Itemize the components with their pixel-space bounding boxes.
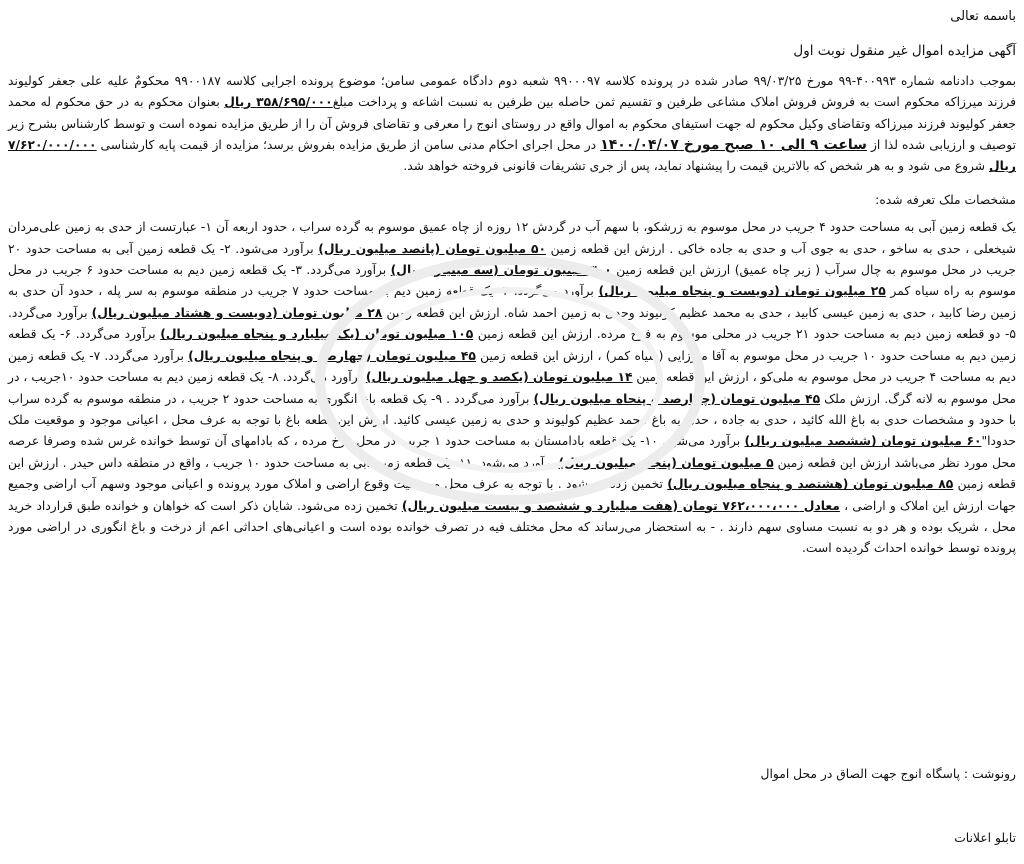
text-segment: برآورد می‌گردد. ۳- یک قطعه زمین دیم به مساحت حدود ۶ جریب در محل موسوم به راه سیاه کمر — [8, 263, 1016, 299]
text-segment: برآورد می‌گردد . ۹- یک قطعه باغ انگوری به مساحت حدود ۲ جریب ، در منطقه موسوم به گرده سراب با حدود و مشخصات حدی به باغ الله کائید ، حدی به جاده ، حدی به باغ محمد عظیم کولیوند و حدی به زمین عیسی کائید. ارزش این قطعه باغ با توجه به عرف محل ، اعیانی موجود و موقعیت ملک حدودا" — [8, 391, 1016, 449]
highlighted-amount: ساعت ۹ الی ۱۰ صبح مورخ ۱۴۰۰/۰۴/۰۷ — [600, 137, 867, 154]
highlighted-amount: ۷/۶۲۰/۰۰۰/۰۰۰ ریال — [8, 138, 1016, 174]
text-segment: تخمین زده می‌شود. شایان ذکر است که خواهان و خوانده طبق قرارداد خرید محل ، شریک بوده و هر دو به نسبت مساوی سهم دارند . - به استحضار می‌رساند که محل مختلف فیه در تصرف خوانده بوده است و اعیانی‌های احداثی اعم از درخت و باغ انگوری در اراضی مورد پرونده توسط خوانده احداث گردیده است. — [8, 498, 1016, 556]
copy-to-line: رونوشت : پاسگاه انوج جهت الصاق در محل اموال — [760, 767, 1016, 781]
highlighted-amount: ۲۸ میلیون تومان (دویست و هشتاد میلیون ریال) — [91, 305, 383, 320]
highlighted-amount: ۴۵ میلیون تومان (چهارصد و پنجاه میلیون ریال) — [188, 348, 476, 363]
text-segment: بعنوان محکوم به در حق محکوم له محمد جعفر کولیوند فرزند میرزاکه وتقاضای وکیل محکوم له جهت استیفای محکوم به اموال واقع در روستای انوج را معرفی و تقاضای فروش آن را از طریق مزایده نموده است و توسط کارشناس بشرح زیر توصیف و ارزیابی شده لذا از — [8, 95, 1016, 153]
invocation-line: باسمه تعالی — [950, 9, 1016, 24]
text-segment: برآورد می‌شود. ۱۱- یک قطعه زمین آبی به مساحت حدود ۱۰ جریب ، واقع در منطقه داس حیدر . ارزش این قطعه زمین — [8, 455, 1017, 492]
highlighted-amount: معادل ۷۶۲،۰۰۰،۰۰۰ تومان (هفت میلیارد و ششصد و بیست میلیون ریال) — [401, 498, 840, 513]
highlighted-amount: ۲۵ میلیون تومان (دویست و پنجاه میلیون ریال) — [598, 284, 886, 299]
section-title: مشخصات ملک تعرفه شده: — [875, 192, 1016, 207]
notice-title: آگهی مزایده اموال غیر منقول نوبت اول — [793, 43, 1016, 60]
highlighted-amount: ۳۰۰ میلیون تومان (سه میلیارد ریال) — [390, 263, 612, 278]
highlighted-amount: ۴۵ میلیون تومان (چهارصد و پنجاه میلیون ریال) — [533, 391, 821, 406]
text-segment: برآورد می‌گردد. ۴- یک قطعه زمین دیم به مساحت حدود ۷ جریب در منطقه موسوم به سر پله ، حدود آن حدی به زمین رضا کابید ، حدی به زمین عیسی کابید ، حدی به محمد عظیم کولیوند وحدی به زمین احمد شاه. ارزش این قطعه زمین — [8, 284, 1016, 320]
auction-notice — [8, 6, 1016, 858]
text-segment: برآورد می‌گردد. ۶- یک قطعه زمین دیم به مساحت حدود ۱۰ جریب در محل موسوم به آقا میرزایی (سیاه کمر) ، ارزش این قطعه زمین — [8, 327, 1016, 363]
text-segment: برآورد می‌گردد. ۷- یک قطعه زمین دیم به مساحت ۴ جریب در محل موسوم به ملی‌کو ، ارزش این قطعه زمین — [8, 348, 1016, 385]
notice-board-line: تابلو اعلانات — [954, 831, 1016, 845]
text-segment: شروع می شود و به هر شخص که بالاترین قیمت را پیشنهاد نماید، پس از جری تشریفات قانونی فروخته خواهد شد. — [403, 159, 990, 174]
text-segment: بموجب دادنامه شماره ۴۰۰۹۹۳-۹۹ مورخ ۹۹/۰۳/۲۵ صادر شده در پرونده کلاسه ۹۹۰۰۰۹۷ شعبه دوم دادگاه عمومی سامن؛ موضوع پرونده اجرایی کلاسه ۹۹۰۰۱۸۷ محکومٌ علیه علی جعفر کولیوند فرزند میرزاکه محکوم است به فروش فروش املاک مشاعی طرفین و تقسیم ثمن حاصله بین طرفین به نسبت اشاعه و پرداخت مبلغ — [8, 73, 1017, 110]
property-description — [8, 217, 1016, 560]
intro-paragraph — [8, 71, 1016, 178]
highlighted-amount: ۶۰ میلیون تومان (ششصد میلیون ریال) — [744, 434, 982, 449]
highlighted-amount: ۸۵ میلیون تومان (هشتصد و پنجاه میلیون ریال) — [667, 477, 954, 492]
text-segment: برآورد می‌گردد. ۸- یک قطعه زمین دیم به مساحت حدود ۱۰جریب ، در محل موسوم به لانه گرگ. ارزش ملک — [8, 370, 1016, 406]
text-segment: در محل اجرای احکام مدنی سامن از طریق مزایده بفروش برسد؛ مزایده از قیمت پایه کارشناسی — [96, 138, 601, 153]
text-segment: یک قطعه زمین آبی به مساحت حدود ۴ جریب در محل موسوم به زرشکو، با سهم آب در گردش ۱۲ روزه از چاه عمیق موسوم به گرده سراب ، حدود اربعه آن ۱- عبارتست از حدی به زمین علی‌مردان شیخعلی ، حدی به ساخو ، حدی به جوی آب و حدی به جاده خاکی . ارزش این قطعه زمین — [8, 220, 1017, 256]
highlighted-amount: ۵ میلیون تومان (پنجاه میلیون ریال) — [558, 455, 774, 470]
highlighted-amount: ۵۰ میلیون تومان (پانصد میلیون ریال) — [318, 241, 547, 256]
text-segment: برآورد می‌گردد. ۵- دو قطعه زمین دیم به مساحت حدود ۲۱ جریب در محلی موسوم به فرخ مرده. ارزش این قطعه زمین — [8, 305, 1016, 342]
text-segment: برآورد می‌شود. ۱۰- یک قطعه بادامستان به مساحت حدود ۱ جریب در محل فرخ مرده ، که بادامهای آن توسط خوانده غرس شده وصرفا عرصه محل مورد نظر می‌باشد ارزش این قطعه زمین — [8, 434, 1016, 470]
highlighted-amount: ۱۴ میلیون تومان (یکصد و چهل میلیون ریال) — [365, 370, 633, 385]
text-segment: برآورد می‌شود. ۲- یک قطعه زمین آبی به مساحت حدود ۲۰ جریب در محل موسوم به چال سرآب ( زیر چاه عمیق) ارزش این قطعه زمین — [8, 241, 1016, 278]
highlighted-amount: ۱۰۵ میلیون تومان (یک میلیارد و پنجاه میلیون ریال) — [160, 327, 474, 342]
text-segment: تخمین زده می‌شود . با توجه به عرف محل وموقعیت وقوع اراضی و املاک مورد پرونده و اعیانی موجود وسهم آب اراضی وجمیع جهات ارزش این املاک و اراضی ، — [8, 477, 1016, 513]
highlighted-amount: ۳۵۸/۶۹۵/۰۰۰ ریال — [224, 95, 333, 110]
